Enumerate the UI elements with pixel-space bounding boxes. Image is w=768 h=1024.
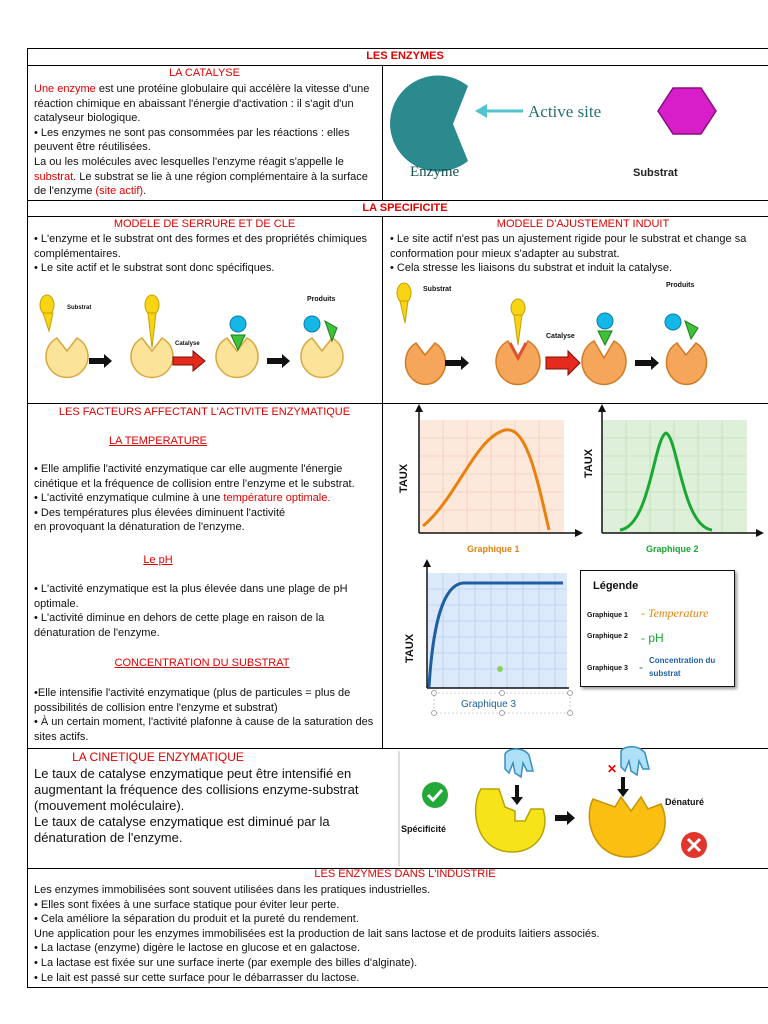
substrat-blue (505, 749, 533, 777)
substrat-label: Substrat (633, 167, 678, 179)
active-site-label: Active site (528, 102, 602, 121)
graph3-ylabel: TAUX (404, 633, 416, 663)
divider (27, 200, 768, 201)
enzyme-denature (589, 797, 665, 857)
graph-temperature (387, 408, 587, 558)
industrie-line: Une application pour les enzymes immobilisées est la production de lait sans lactose et de produits laitiers associés. (34, 927, 600, 940)
industrie-heading: LES ENZYMES DANS L'INDUSTRIE (314, 868, 496, 880)
temperature-heading: LA TEMPERATURE (108, 435, 207, 447)
enzyme-shape (390, 76, 468, 172)
temp-bullet-2: • L'activité enzymatique culmine à une (34, 492, 224, 505)
induced-fit-figure (383, 273, 768, 403)
cinetique-p2: Le taux de catalyse enzymatique est diminué par la dénaturation de l'enzyme. (34, 814, 330, 845)
enzyme-yellow (476, 789, 545, 852)
concentration-text (34, 686, 376, 744)
temp-bullet-3b: en provoquant la dénaturation de l'enzyme. (34, 521, 245, 534)
ajustement-heading: MODELE D'AJUSTEMENT INDUIT (496, 218, 670, 230)
ph-heading: Le pH (143, 554, 173, 566)
legend-g1-val: - Temperature (641, 606, 709, 620)
term-enzyme: Une enzyme (34, 83, 96, 95)
page-title: LES ENZYMES (366, 50, 444, 62)
facteurs-heading: LES FACTEURS AFFECTANT L'ACTIVITE ENZYMATIQUE (58, 406, 351, 418)
industrie-line: • Cela améliore la séparation du produit et la pureté du rendement. (34, 913, 359, 926)
legend-g3-dash: - (639, 660, 643, 674)
ph-bullet-2: • L'activité diminue en dehors de cette plage en raison de la dénaturation de l'enzyme. (34, 612, 325, 639)
cinetique-text (34, 766, 374, 846)
enzyme-label: Enzyme (410, 164, 460, 180)
fig-catalyse-label: Catalyse (175, 341, 200, 347)
graph2-title: Graphique 2 (646, 544, 699, 554)
enzyme-active-site-figure (383, 66, 768, 200)
conc-bullet-2: • À un certain moment, l'activité plafonne à cause de la saturation des sites actifs. (34, 716, 374, 743)
catalyse-text (34, 82, 374, 199)
fig-produits-label-2: Produits (666, 282, 695, 289)
fig-catalyse-label-2: Catalyse (546, 333, 575, 340)
fig-produits-label: Produits (307, 296, 336, 303)
divider (27, 216, 768, 217)
catalyse-heading: LA CATALYSE (169, 67, 240, 79)
cinetique-p1: Le taux de catalyse enzymatique peut être intensifié en augmentant la fréquence des collisions enzyme-substrat (mouvement moléculaire). (34, 766, 359, 813)
cinetique-figure (383, 749, 768, 868)
industrie-line: Les enzymes immobilisées sont souvent utilisées dans les pratiques industrielles. (34, 884, 431, 896)
lock-key-figure (27, 283, 382, 403)
fig-denature-label: Dénaturé (665, 797, 705, 807)
legend-g1: Graphique 1 (587, 612, 628, 619)
cross-mark: ✕ (607, 762, 618, 776)
graph-ph (580, 408, 768, 558)
serrure-heading: MODELE DE SERRURE ET DE CLE (113, 218, 296, 230)
specificite-heading: LA SPECIFICITE (362, 202, 448, 214)
legend-g3-val1: Concentration du (649, 656, 716, 665)
industrie-text (34, 883, 768, 985)
serrure-bullet-2: • Le site actif et le substrat sont donc spécifiques. (34, 262, 275, 275)
legend-g2: Graphique 2 (587, 633, 628, 640)
legend-g3-val2: substrat (649, 669, 681, 678)
ajustement-bullet-1: • Le site actif n'est pas un ajustement rigide pour le substrat et change sa conformation pour mieux s'adapter au substrat. (390, 233, 747, 260)
term-substrat: substrat (34, 170, 74, 183)
legend-g2-val: - pH (641, 631, 664, 645)
industrie-line: • La lactase (enzyme) digère le lactose en glucose et en galactose. (34, 942, 361, 955)
temperature-text (34, 462, 376, 535)
fig-substrat-label-2: Substrat (423, 286, 452, 293)
industrie-line: • La lactase est fixée sur une surface inerte (par exemple des billes d'alginate). (34, 956, 418, 969)
catalyse-def: est une protéine globulaire qui accélère la vitesse d'une réaction chimique en abaissant l'énergie d'activation : il s'agit d'un catalyseur biologique. (34, 83, 370, 125)
legend-title: Légende (593, 580, 639, 592)
fig-specificite-label: Spécificité (401, 824, 447, 834)
catalyse-bullet: • Les enzymes ne sont pas consommées par les réactions : elles peuvent être réutilisées. (34, 126, 350, 154)
catalyse-p3c: . (143, 185, 147, 198)
term-site-actif: (site actif) (95, 185, 144, 198)
concentration-heading: CONCENTRATION DU SUBSTRAT (114, 657, 290, 669)
temp-bullet-3: • Des températures plus élevées diminuent l'activité (34, 506, 286, 519)
ajustement-bullet-2: • Cela stresse les liaisons du substrat et induit la catalyse. (390, 262, 673, 275)
conc-bullet-1: •Elle intensifie l'activité enzymatique (plus de particules = plus de possibilités de collision entre l'enzyme et substrat) (34, 687, 351, 714)
term-temp-optimale: température optimale. (223, 492, 331, 505)
graph-concentration (387, 563, 582, 723)
serrure-bullet-1: • L'enzyme et le substrat ont des formes et des propriétés chimiques complémentaires. (34, 233, 368, 260)
divider (27, 403, 768, 404)
industrie-line: • Elles sont fixées à une surface statique pour éviter leur perte. (34, 898, 340, 911)
graph1-ylabel: TAUX (398, 463, 410, 493)
graph2-ylabel: TAUX (583, 448, 595, 478)
industrie-line: • Le lait est passé sur cette surface pour le débarrasser du lactose. (34, 971, 360, 984)
graph3-title: Graphique 3 (461, 699, 517, 710)
substrat-hexagon (658, 88, 716, 134)
temp-bullet-1: • Elle amplifie l'activité enzymatique car elle augmente l'énergie cinétique et la fréquence de collision entre l'enzyme et le substrat. (34, 463, 355, 490)
fig-substrat-label: Substrat (67, 305, 92, 311)
cinetique-heading: LA CINETIQUE ENZYMATIQUE (72, 750, 244, 764)
ph-bullet-1: • L'activité enzymatique est la plus élevée dans une plage de pH optimale. (34, 583, 348, 610)
legend-g3: Graphique 3 (587, 665, 628, 672)
ph-text (34, 582, 376, 640)
catalyse-p3b: . Le substrat se lie à une région complémentaire à la surface de l'enzyme (34, 170, 368, 198)
ajustement-text (390, 232, 768, 276)
catalyse-p3: La ou les molécules avec lesquelles l'enzyme réagit s'appelle le (34, 155, 344, 168)
serrure-text (34, 232, 374, 276)
graph1-title: Graphique 1 (467, 544, 520, 554)
